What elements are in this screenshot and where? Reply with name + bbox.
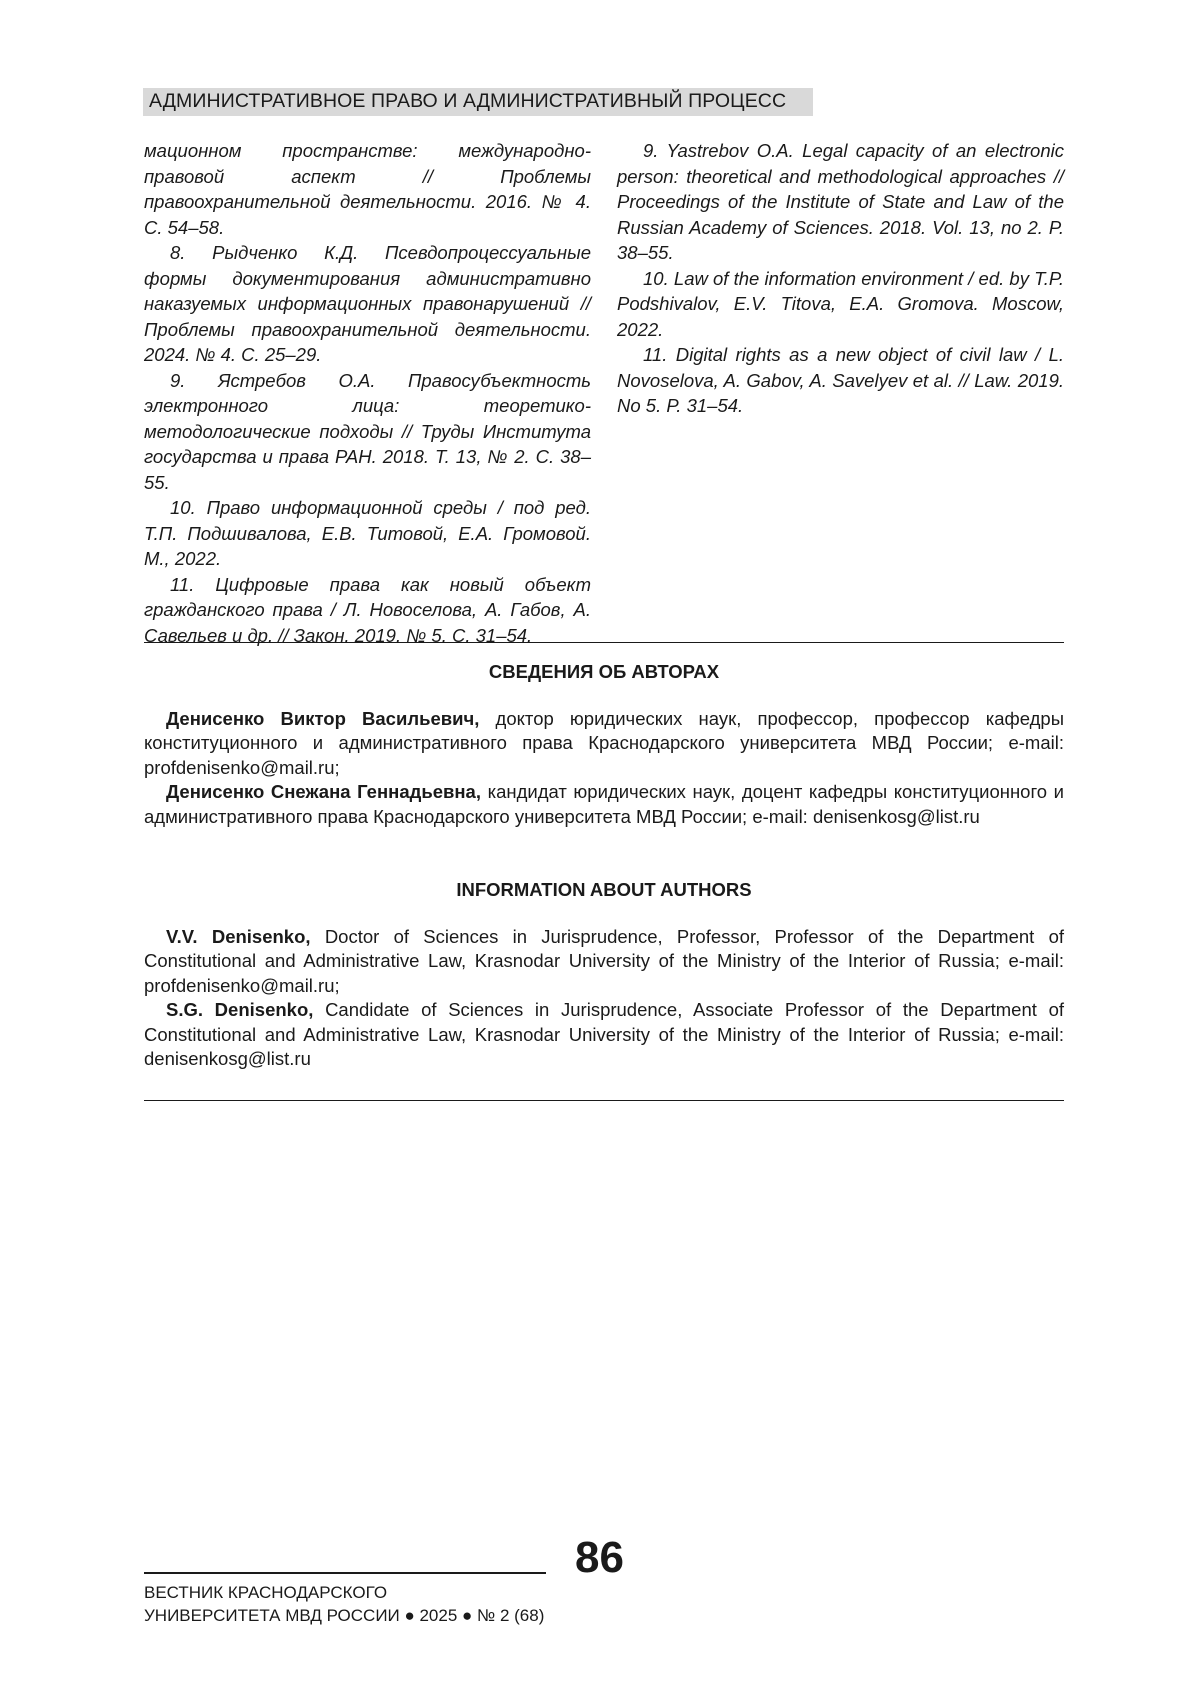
references-russian <box>144 138 591 648</box>
author-name: S.G. Denisenko, <box>166 999 314 1020</box>
reference-item: 9. Yastrebov O.A. Legal capacity of an electronic person: theoretical and methodological approaches // Proceedings of the Institute of State and Law of the Russian Academy of Sciences. 2018. Vol. 13, no 2. P. 38–55. <box>617 140 1064 263</box>
authors-info-english <box>144 878 1064 1072</box>
journal-name-line1: ВЕСТНИК КРАСНОДАРСКОГО <box>144 1583 388 1602</box>
author-entry <box>144 780 1064 829</box>
divider-bottom <box>144 1100 1064 1101</box>
author-details: кандидат юридических наук, доцент кафедры конституционного и административного права Краснодарского университета МВД России; e-mail: denisenkosg@list.ru <box>144 781 1064 827</box>
divider-top <box>144 642 1064 643</box>
author-entry <box>144 925 1064 999</box>
reference-item: 8. Рыдченко К.Д. Псевдопроцессуальные формы документирования административно наказуемых информационных правонарушений // Проблемы правоохранительной деятельности. 2024. № 4. С. 25–29. <box>144 242 591 365</box>
section-title: СВЕДЕНИЯ ОБ АВТОРАХ <box>488 661 720 682</box>
journal-footer <box>144 1581 544 1627</box>
reference-item: 9. Ястребов О.А. Правосубъектность электронного лица: теоретико-методологические подходы // Труды Института государства и права РАН. 2018. Т. 13, № 2. С. 38–55. <box>144 369 591 493</box>
authors-info-russian <box>144 660 1064 829</box>
references-english <box>617 138 1064 419</box>
section-header: АДМИНИСТРАТИВНОЕ ПРАВО И АДМИНИСТРАТИВНЫЙ ПРОЦЕСС <box>149 90 787 112</box>
author-name: Денисенко Виктор Васильевич, <box>166 707 480 729</box>
author-entry <box>144 998 1064 1072</box>
section-title: INFORMATION ABOUT AUTHORS <box>456 879 752 900</box>
journal-name-line2: УНИВЕРСИТЕТА МВД РОССИИ ● 2025 ● № 2 (68) <box>144 1606 545 1625</box>
reference-item: 11. Digital rights as a new object of civil law / L. Novoselova, A. Gabov, A. Savelyev et al. // Law. 2019. No 5. P. 31–54. <box>617 344 1064 416</box>
page-number: 86 <box>575 1533 624 1582</box>
reference-item: 10. Law of the information environment / ed. by T.P. Podshivalov, E.V. Titova, E.A. Gromova. Moscow, 2022. <box>617 267 1064 340</box>
author-details: Candidate of Sciences in Jurisprudence, Associate Professor of the Department of Constitutional and Administrative Law, Krasnodar University of the Ministry of the Interior of Russia; e-mail: denisenkosg@list.ru <box>144 999 1064 1069</box>
reference-item: 10. Право информационной среды / под ред. Т.П. Подшивалова, Е.В. Титовой, Е.А. Громовой. М., 2022. <box>144 497 591 569</box>
footer-rule <box>144 1572 546 1574</box>
author-name: Денисенко Снежана Геннадьевна, <box>166 781 481 802</box>
author-entry <box>144 707 1064 781</box>
author-details: Doctor of Sciences in Jurisprudence, Professor, Professor of the Department of Constitutional and Administrative Law, Krasnodar University of the Ministry of the Interior of Russia; e-mail: profdenisenko@mail.ru; <box>144 925 1064 996</box>
reference-item: 11. Цифровые права как новый объект гражданского права / Л. Новоселова, А. Габов, А. Савельев и др. // Закон. 2019. № 5. С. 31–54. <box>144 573 591 646</box>
author-details: доктор юридических наук, профессор, профессор кафедры конституционного и административного права Краснодарского университета МВД России; e-mail: profdenisenko@mail.ru; <box>144 707 1064 778</box>
author-name: V.V. Denisenko, <box>166 925 311 947</box>
reference-item: мационном пространстве: международно-правовой аспект // Проблемы правоохранительной деятельности. 2016. № 4. С. 54–58. <box>144 140 591 238</box>
